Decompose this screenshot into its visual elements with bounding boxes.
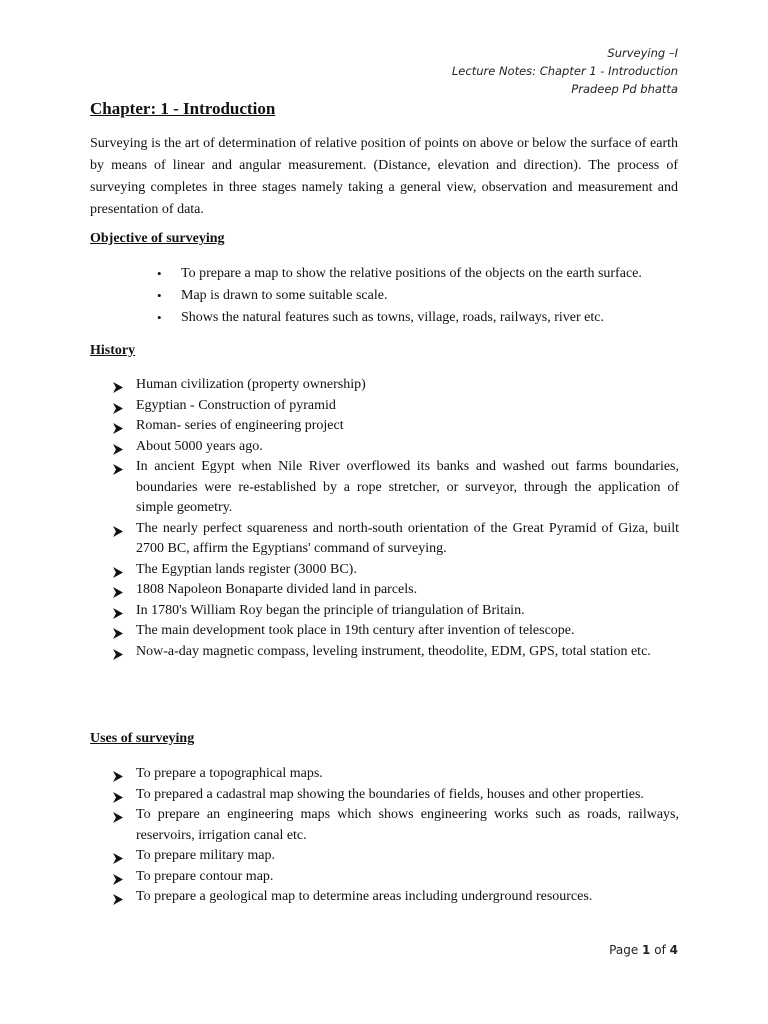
list-item [112,375,679,396]
header-author: Pradeep Pd bhatta [571,82,678,96]
arrow-bullet-icon [112,585,124,596]
arrow-bullet-icon [112,442,124,453]
arrow-bullet-icon [112,380,124,391]
uses-heading: Uses of surveying [90,731,195,746]
list-item [112,764,679,785]
list-item [112,560,679,581]
list-item-text: In ancient Egypt when Nile River overflowed its banks and washed out farms boundaries, boundaries were re-established by a rope stretcher, or surveyor, through the application of simple geometry. [136,459,679,515]
footer-current-page: 1 [642,943,651,957]
list-item [112,621,679,642]
list-item-text: To prepare military map. [136,848,275,863]
list-item [112,580,679,601]
arrow-bullet-icon [112,565,124,576]
running-header [452,44,678,98]
list-item [157,263,679,285]
list-item [112,601,679,622]
list-item [157,285,679,307]
arrow-bullet-icon [112,524,124,535]
list-item-text: To prepare a geological map to determine areas including underground resources. [136,889,593,904]
footer-page-word: Page [609,943,639,957]
list-item-text: The nearly perfect squareness and north-south orientation of the Great Pyramid of Giza, built 2700 BC, affirm the Egyptians' command of surveying. [136,520,679,556]
arrow-bullet-icon [112,606,124,617]
footer-total-pages: 4 [669,943,678,957]
arrow-bullet-icon [112,790,124,801]
header-course: Surveying –I [607,46,678,60]
list-item-text: Egyptian - Construction of pyramid [136,397,336,413]
bullet-icon: • [157,266,162,281]
arrow-bullet-icon [112,810,124,821]
arrow-bullet-icon [112,401,124,412]
list-item-text: To prepare an engineering maps which shows engineering works such as roads, railways, reservoirs, irrigation canal etc. [136,807,679,843]
list-item [112,416,679,437]
bullet-icon: • [157,288,162,303]
list-item [112,805,679,846]
arrow-bullet-icon [112,421,124,432]
arrow-bullet-icon [112,462,124,473]
arrow-bullet-icon [112,892,124,903]
list-item-text: The main development took place in 19th century after invention of telescope. [136,623,575,638]
list-item-text: Human civilization (property ownership) [136,377,366,392]
list-item [112,867,679,888]
arrow-bullet-icon [112,769,124,780]
list-item [112,642,679,663]
list-item-text: About 5000 years ago. [136,438,263,454]
list-item-text: To prepare a topographical maps. [136,766,323,781]
footer-of-word: of [654,943,666,957]
list-item-text: Now-a-day magnetic compass, leveling instrument, theodolite, EDM, GPS, total station etc. [136,643,651,659]
list-item-text: Roman- series of engineering project [136,418,344,433]
header-lecture-notes: Lecture Notes: Chapter 1 - Introduction [451,64,678,78]
list-item [112,396,679,417]
list-item-text: To prepare a map to show the relative positions of the objects on the earth surface. [181,266,642,281]
list-item-text: To prepare contour map. [136,868,274,884]
history-heading: History [90,343,136,358]
list-item-text: In 1780's William Roy began the principle of triangulation of Britain. [136,602,525,618]
list-item [112,519,679,560]
list-item-text: 1808 Napoleon Bonaparte divided land in parcels. [136,582,418,597]
arrow-bullet-icon [112,626,124,637]
list-item [112,846,679,867]
list-item [112,887,679,908]
list-item-text: Map is drawn to some suitable scale. [181,288,388,303]
list-item-text: To prepared a cadastral map showing the boundaries of fields, houses and other properties. [136,786,644,802]
bullet-icon: • [157,310,162,325]
list-item [157,307,679,329]
intro-paragraph: Surveying is the art of determination of relative position of points on above or below the surface of earth by means of linear and angular measurement. (Distance, elevation and direction). The process of surveying completes in three stages namely taking a general view, observation and measurement and presentation of data. [90,136,678,217]
objective-list [157,263,679,329]
page-footer [609,943,678,957]
list-item [112,457,679,519]
arrow-bullet-icon [112,647,124,658]
list-item [112,437,679,458]
arrow-bullet-icon [112,872,124,883]
list-item-text: Shows the natural features such as towns, village, roads, railways, river etc. [181,310,604,325]
list-item [112,785,679,806]
list-item-text: The Egyptian lands register (3000 BC). [136,561,357,577]
uses-list [112,764,679,908]
history-list [112,375,679,662]
objective-heading: Objective of surveying [90,231,225,246]
arrow-bullet-icon [112,851,124,862]
chapter-title: Chapter: 1 - Introduction [90,99,276,118]
